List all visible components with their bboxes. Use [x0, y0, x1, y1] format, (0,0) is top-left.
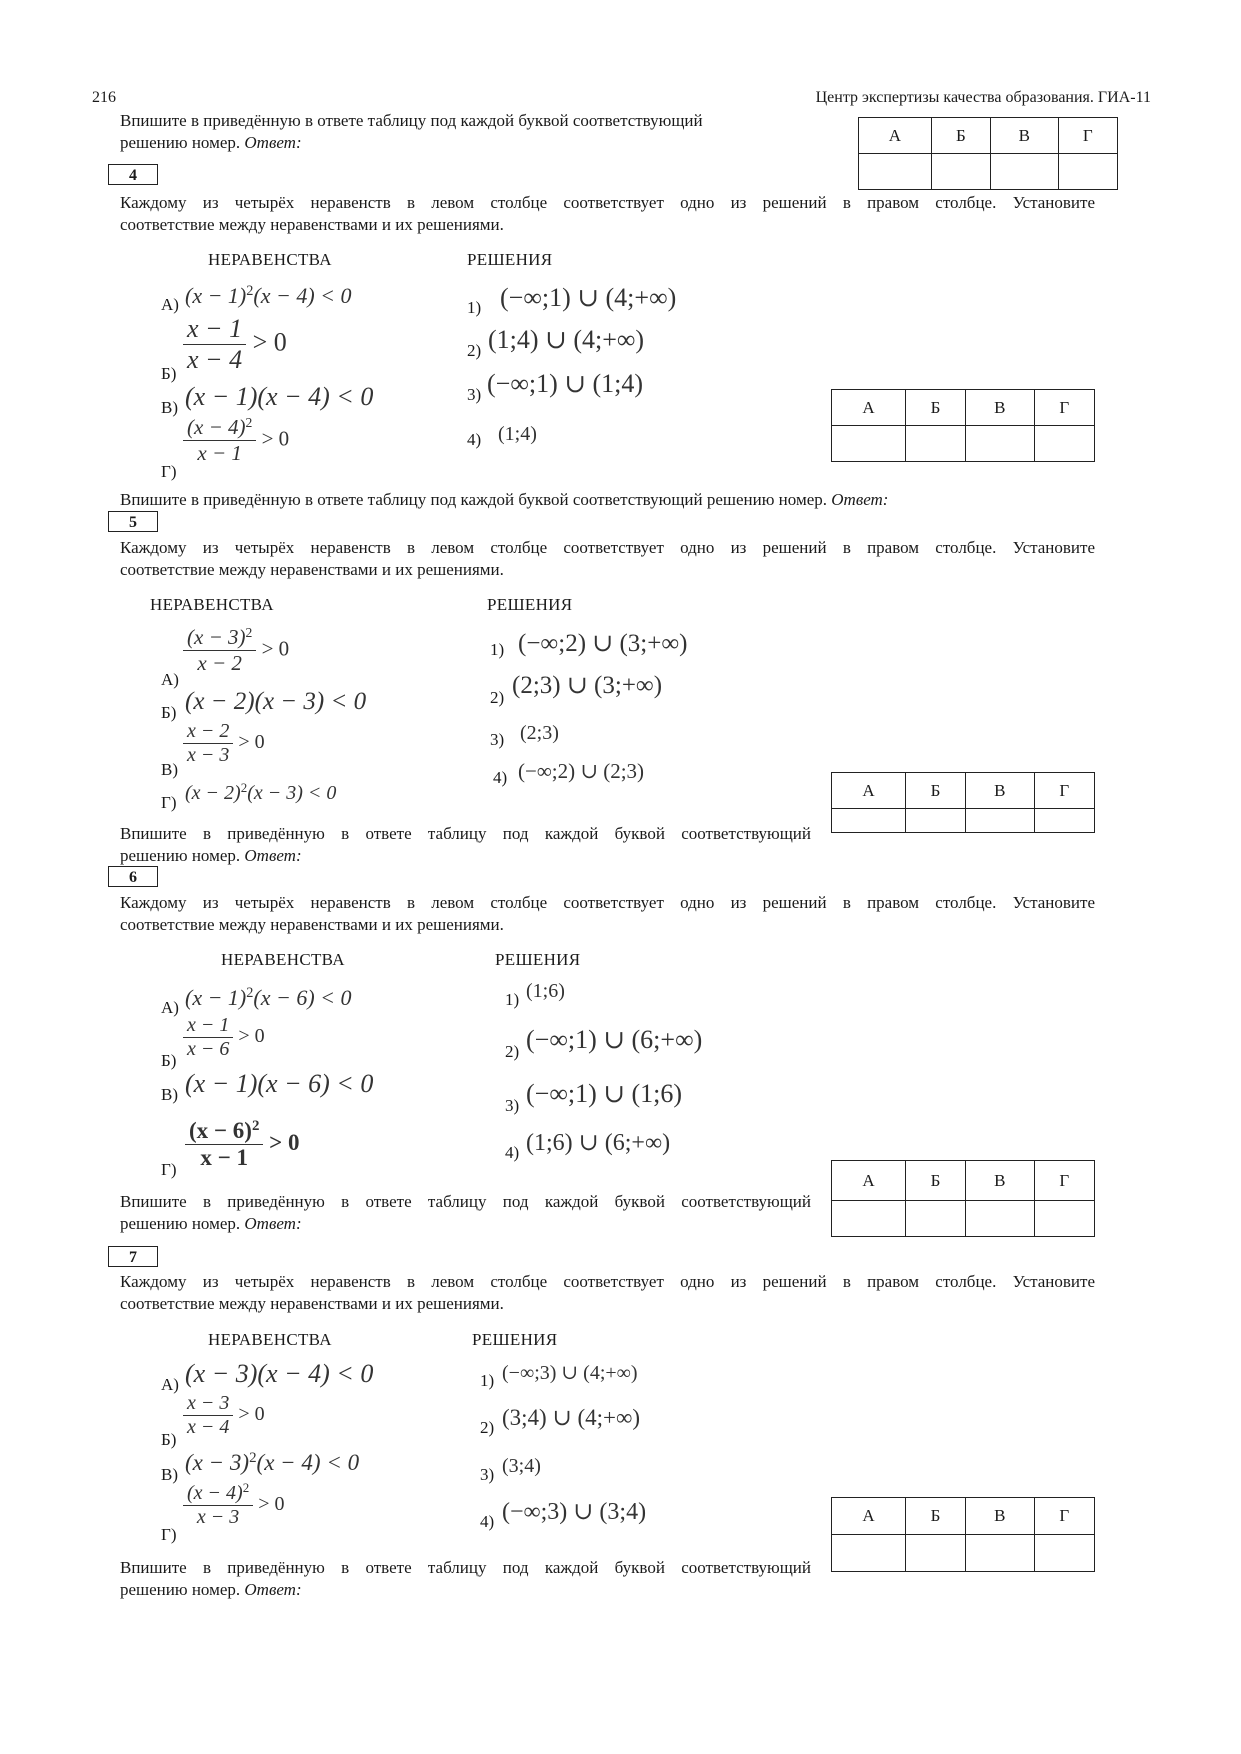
- answer-letter-g: Г: [1034, 390, 1094, 426]
- task6-inequality-a: $(x - 1)^2(x - 6) < 0$: [185, 985, 352, 1010]
- task6-label-v: В): [161, 1085, 178, 1104]
- task7-label-b: Б): [161, 1430, 177, 1449]
- task4-inequality-v: (x − 1)(x − 4) < 0: [185, 382, 374, 411]
- task7-solution-4: (−∞;3) ∪ (3;4): [502, 1499, 647, 1525]
- answer-cell-v[interactable]: [965, 426, 1034, 462]
- task7-sol-label-1: 1): [480, 1371, 495, 1390]
- task7-sol-label-4: 4): [480, 1512, 495, 1531]
- instruction-line1: Впишите в приведённую в ответе таблицу под каждой буквой соответствующий: [120, 111, 703, 130]
- instruction-line2: решению номер. Ответ:: [120, 133, 302, 152]
- task5-solution-3: (2;3): [520, 722, 559, 744]
- task6-label-g: Г): [161, 1160, 177, 1179]
- task6-instruction-line1: Впишите в приведённую в ответе таблицу под каждой буквой соответствующий: [120, 1192, 811, 1211]
- task5-sol-label-2: 2): [490, 688, 505, 707]
- task6-sol-label-1: 1): [505, 990, 520, 1009]
- task5-sol-label-1: 1): [490, 640, 505, 659]
- answer-letter-v: В: [965, 390, 1034, 426]
- task6-solution-4: (1;6) ∪ (6;+∞): [526, 1130, 671, 1156]
- answer-table-task4: [831, 389, 1095, 462]
- task6-text-line1: Каждому из четырёх неравенств в левом столбце соответствует одно из решений в правом столбце. Установите: [120, 893, 1095, 912]
- task5-solution-4: (−∞;2) ∪ (2;3): [518, 759, 645, 783]
- task4-sol-label-2: 2): [467, 341, 482, 360]
- task6-label-b: Б): [161, 1051, 177, 1070]
- task-number-7: 7: [108, 1246, 158, 1267]
- answer-cell-v[interactable]: [965, 1535, 1034, 1572]
- answer-cell-g[interactable]: [1058, 154, 1117, 190]
- answer-cell-g[interactable]: [1034, 426, 1094, 462]
- answer-cell-v[interactable]: [965, 1201, 1034, 1237]
- task-number-4: 4: [108, 164, 158, 185]
- answer-cell-g[interactable]: [1034, 1535, 1094, 1572]
- task5-text-line2: соответствие между неравенствами и их решениями.: [120, 560, 504, 579]
- task4-text-line1: Каждому из четырёх неравенств в левом столбце соответствует одно из решений в правом столбце. Установите: [120, 193, 1095, 212]
- task7-label-g: Г): [161, 1525, 177, 1544]
- answer-table-task3: [858, 117, 1118, 190]
- task4-inequality-g: $\frac{(x - 4)^2}{x - 1}$ > 0: [183, 415, 289, 466]
- task4-inequality-a: $(x - 1)^2(x - 4) < 0$: [185, 283, 352, 308]
- answer-cell-b[interactable]: [931, 154, 990, 190]
- task7-instruction-line1: Впишите в приведённую в ответе таблицу под каждой буквой соответствующий: [120, 1558, 811, 1577]
- task5-label-v: В): [161, 760, 178, 779]
- answer-cell-b[interactable]: [905, 809, 965, 833]
- task7-inequality-v: $(x - 3)^2(x - 4) < 0$: [185, 1449, 360, 1475]
- task7-col-inequalities: НЕРАВЕНСТВА: [208, 1330, 332, 1349]
- page-number: 216: [92, 89, 116, 106]
- answer-table-task7: [831, 1497, 1095, 1572]
- task4-label-b: Б): [161, 364, 177, 383]
- task5-col-inequalities: НЕРАВЕНСТВА: [150, 595, 274, 614]
- task4-solution-3: (−∞;1) ∪ (1;4): [487, 369, 644, 398]
- answer-table-task5: [831, 772, 1095, 833]
- answer-letter-b: Б: [931, 118, 990, 154]
- task4-inequality-b: $\frac{x - 1}{x - 4}$ > 0: [183, 314, 287, 375]
- answer-letter-v: В: [990, 118, 1058, 154]
- task6-inequality-g: $\frac{(x - 6)^2}{x - 1}$ > 0: [185, 1118, 300, 1171]
- task-number-6: 6: [108, 866, 158, 887]
- task7-label-v: В): [161, 1465, 178, 1484]
- task6-col-inequalities: НЕРАВЕНСТВА: [221, 950, 345, 969]
- answer-label: Ответ:: [244, 133, 302, 152]
- task6-solution-2: (−∞;1) ∪ (6;+∞): [526, 1025, 703, 1054]
- task5-instruction-line1: Впишите в приведённую в ответе таблицу под каждой буквой соответствующий: [120, 824, 811, 843]
- task5-sol-label-3: 3): [490, 730, 505, 749]
- task5-inequality-v: $\frac{x - 2}{x - 3}$ > 0: [183, 720, 265, 767]
- answer-cell-g[interactable]: [1034, 809, 1094, 833]
- answer-letter-b: Б: [905, 1498, 965, 1535]
- answer-table-task6: [831, 1160, 1095, 1237]
- task5-text-line1: Каждому из четырёх неравенств в левом столбце соответствует одно из решений в правом столбце. Установите: [120, 538, 1095, 557]
- task6-sol-label-3: 3): [505, 1096, 520, 1115]
- answer-cell-a[interactable]: [832, 426, 906, 462]
- answer-letter-a: А: [832, 390, 906, 426]
- task5-sol-label-4: 4): [493, 768, 508, 787]
- task7-col-solutions: РЕШЕНИЯ: [472, 1330, 558, 1349]
- task7-sol-label-3: 3): [480, 1465, 495, 1484]
- answer-letter-g: Г: [1058, 118, 1117, 154]
- task5-solution-1: (−∞;2) ∪ (3;+∞): [518, 630, 688, 657]
- task7-solution-2: (3;4) ∪ (4;+∞): [502, 1405, 641, 1430]
- answer-cell-b[interactable]: [905, 426, 965, 462]
- task6-text-line2: соответствие между неравенствами и их решениями.: [120, 915, 504, 934]
- answer-cell-a[interactable]: [832, 1535, 906, 1572]
- task6-col-solutions: РЕШЕНИЯ: [495, 950, 581, 969]
- task4-solution-1: (−∞;1) ∪ (4;+∞): [500, 283, 677, 312]
- answer-letter-g: Г: [1034, 773, 1094, 809]
- answer-letter-b: Б: [905, 1161, 965, 1201]
- task7-instruction-line2: решению номер. Ответ:: [120, 1580, 302, 1599]
- task7-inequality-b: $\frac{x - 3}{x - 4}$ > 0: [183, 1392, 265, 1439]
- answer-letter-b: Б: [905, 773, 965, 809]
- task4-col-solutions: РЕШЕНИЯ: [467, 250, 553, 269]
- task6-inequality-b: $\frac{x - 1}{x - 6}$ > 0: [183, 1014, 265, 1061]
- task4-instruction: Впишите в приведённую в ответе таблицу под каждой буквой соответствующий решению номер. Ответ:: [120, 490, 889, 509]
- task7-label-a: А): [161, 1375, 179, 1394]
- task6-solution-1: (1;6): [526, 980, 565, 1002]
- task6-solution-3: (−∞;1) ∪ (1;6): [526, 1079, 683, 1108]
- answer-cell-g[interactable]: [1034, 1201, 1094, 1237]
- answer-letter-g: Г: [1034, 1161, 1094, 1201]
- task5-inequality-g: $(x - 2)^2(x - 3) < 0$: [185, 779, 337, 804]
- answer-cell-v[interactable]: [990, 154, 1058, 190]
- answer-letter-v: В: [965, 1161, 1034, 1201]
- task7-text-line1: Каждому из четырёх неравенств в левом столбце соответствует одно из решений в правом столбце. Установите: [120, 1272, 1095, 1291]
- task6-instruction-line2: решению номер. Ответ:: [120, 1214, 302, 1233]
- task-number-5: 5: [108, 511, 158, 532]
- answer-cell-a[interactable]: [832, 1201, 906, 1237]
- answer-letter-v: В: [965, 1498, 1034, 1535]
- task4-label-g: Г): [161, 462, 177, 481]
- task4-text-line2: соответствие между неравенствами и их решениями.: [120, 215, 504, 234]
- task6-inequality-v: (x − 1)(x − 6) < 0: [185, 1069, 374, 1098]
- task4-label-a: А): [161, 295, 179, 314]
- answer-letter-a: А: [832, 1498, 906, 1535]
- task5-inequality-b: (x − 2)(x − 3) < 0: [185, 688, 367, 715]
- task4-sol-label-3: 3): [467, 385, 482, 404]
- task4-label-v: В): [161, 398, 178, 417]
- task4-solution-4: (1;4): [498, 423, 537, 445]
- answer-cell-b[interactable]: [905, 1201, 965, 1237]
- task7-inequality-a: (x − 3)(x − 4) < 0: [185, 1359, 374, 1388]
- answer-letter-a: А: [859, 118, 932, 154]
- task5-solution-2: (2;3) ∪ (3;+∞): [512, 672, 663, 699]
- answer-letter-g: Г: [1034, 1498, 1094, 1535]
- task6-sol-label-4: 4): [505, 1143, 520, 1162]
- task7-solution-3: (3;4): [502, 1455, 541, 1477]
- page-header-title: Центр экспертизы качества образования. ГИА-11: [815, 89, 1151, 106]
- task6-sol-label-2: 2): [505, 1042, 520, 1061]
- answer-cell-a[interactable]: [859, 154, 932, 190]
- task4-col-inequalities: НЕРАВЕНСТВА: [208, 250, 332, 269]
- task5-label-g: Г): [161, 793, 177, 812]
- task5-label-a: А): [161, 670, 179, 689]
- answer-letter-b: Б: [905, 390, 965, 426]
- answer-cell-a[interactable]: [832, 809, 906, 833]
- task5-col-solutions: РЕШЕНИЯ: [487, 595, 573, 614]
- answer-letter-a: А: [832, 1161, 906, 1201]
- answer-letter-a: А: [832, 773, 906, 809]
- task5-label-b: Б): [161, 703, 177, 722]
- task5-instruction-line2: решению номер. Ответ:: [120, 846, 302, 865]
- task7-solution-1: (−∞;3) ∪ (4;+∞): [502, 1362, 638, 1384]
- task4-sol-label-1: 1): [467, 298, 482, 317]
- task4-sol-label-4: 4): [467, 430, 482, 449]
- task7-text-line2: соответствие между неравенствами и их решениями.: [120, 1294, 504, 1313]
- answer-cell-b[interactable]: [905, 1535, 965, 1572]
- answer-cell-v[interactable]: [965, 809, 1034, 833]
- task7-inequality-g: $\frac{(x - 4)^2}{x - 3}$ > 0: [183, 1482, 284, 1529]
- task7-sol-label-2: 2): [480, 1418, 495, 1437]
- task4-solution-2: (1;4) ∪ (4;+∞): [488, 325, 645, 354]
- answer-letter-v: В: [965, 773, 1034, 809]
- task6-label-a: А): [161, 998, 179, 1017]
- task5-inequality-a: $\frac{(x - 3)^2}{x - 2}$ > 0: [183, 625, 289, 676]
